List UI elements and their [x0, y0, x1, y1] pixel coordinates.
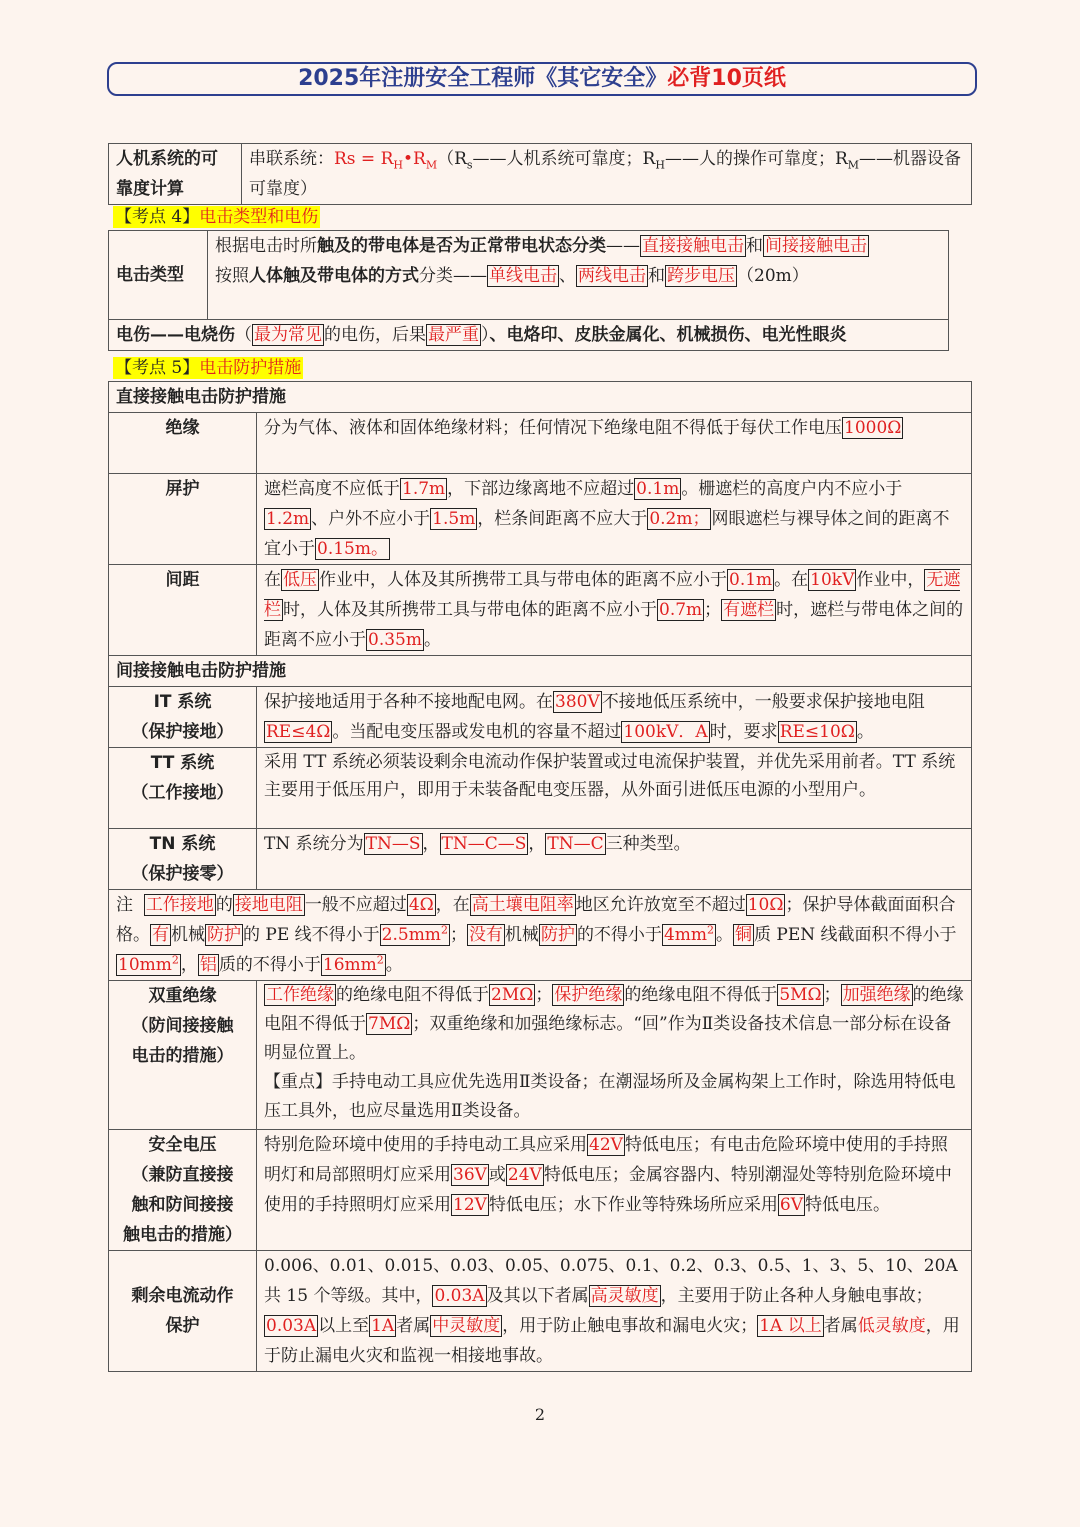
- shield-label: 屏护: [109, 474, 257, 565]
- spacing-label: 间距: [109, 565, 257, 656]
- tn-label: TN 系统 （保护接零）: [109, 829, 257, 890]
- it-label: IT 系统 （保护接地）: [109, 687, 257, 748]
- double-insulation-row: [109, 981, 972, 1130]
- it-row: [109, 687, 972, 748]
- spacing-content: 在 低压 作业中，人体及其所携带工具与带电体的距离不应小于 0.1m 。在 10kV 作业中， 无遮栏 时，人体及其所携带工具与带电体的距离不应小于 0.7m ； 有遮栏 时，遮栏与带电体之间的距离不应小于 0.35m 。: [257, 565, 972, 656]
- direct-measures-header: 直接接触电击防护措施: [109, 382, 972, 413]
- rcd-row: [109, 1251, 972, 1372]
- page-title: [107, 62, 977, 96]
- reliability-label: 人机系统的可靠度计算: [109, 144, 242, 205]
- rcd-content: 0.006、0.01、0.015、0.03、0.05、0.075、0.1、0.2、0.3、0.5、1、3、5、10、20A 共 15 个等级。其中， 0.03A 及其以下者属 高灵敏度 ，主要用于防止各种人身触电事故；0.03A 以上至 1A 者属 中灵敏度 ，用于防止触电事故和漏电火灾； 1A 以上 者属低灵敏度，用于防止漏电火灾和监视一相接地事故。: [257, 1251, 972, 1372]
- shield-content: 遮栏高度不应低于 1.7m ，下部边缘离地不应超过 0.1m 。栅遮栏的高度户内不应小于1.2m 、户外不应小于 1.5m ，栏条间距离不应大于 0.2m； 网眼遮栏与裸导体之间的距离不宜小于 0.15m。: [257, 474, 972, 565]
- rcd-label: 剩余电流动作 保护: [109, 1251, 257, 1372]
- reliability-content: 串联系统：$Rs = R_H•R_M(R_s——$人机系统可靠度；$R_H——$人的操作可靠度；$R_M——$机器设备可靠度）: [242, 144, 972, 205]
- safe-voltage-label: 安全电压 （兼防直接接 触和防间接接 触电击的措施）: [109, 1130, 257, 1251]
- spacing-row: [109, 565, 972, 656]
- insulation-content: 分为气体、液体和固体绝缘材料；任何情况下绝缘电阻不得低于每伏工作电压 1000Ω: [257, 413, 972, 474]
- shock-row: [109, 231, 949, 320]
- safe-voltage-row: [109, 1130, 972, 1251]
- indirect-measures-header: 间接接触电击防护措施: [109, 656, 972, 687]
- note-row: [109, 890, 972, 981]
- reliability-row: [109, 144, 972, 205]
- tt-content: 采用 TT 系统必须装设剩余电流动作保护装置或过电流保护装置，并优先采用前者。TT 系统主要用于低压用户，即用于未装备配电变压器，从外面引进低压电源的小型用户。: [257, 748, 972, 829]
- title-main: 2025年注册安全工程师《其它安全》: [298, 66, 668, 91]
- insulation-row: [109, 413, 972, 474]
- it-content: 保护接地适用于各种不接地配电网。在 380V 不接地低压系统中，一般要求保护接地电阻RE≤4Ω 。当配电变压器或发电机的容量不超过 100kV．A 时，要求 RE≤10Ω 。: [257, 687, 972, 748]
- page-number: 2: [534, 1405, 546, 1424]
- title-highlight: 必背10页纸: [667, 66, 786, 91]
- double-insulation-label: 双重绝缘 （防间接接触 电击的措施）: [109, 981, 257, 1130]
- tt-label: TT 系统 （工作接地）: [109, 748, 257, 829]
- shield-row: [109, 474, 972, 565]
- kp5-heading: 【考点 5】电击防护措施: [115, 358, 302, 378]
- double-insulation-content: 工作绝缘 的绝缘电阻不得低于 2MΩ ； 保护绝缘 的绝缘电阻不得低于 5MΩ ； 加强绝缘 的绝缘电阻不得低于 7MΩ ；双重绝缘和加强绝缘标志。“回”作为Ⅱ类设备技术信息一部分标在设备明显位置上。 【重点】手持电动工具应优先选用Ⅱ类设备；在潮湿场所及金属构架上工作时，除选用特低电压工具外，也应尽量选用Ⅱ类设备。: [257, 981, 972, 1130]
- key-point-note: 【重点】手持电动工具应优先选用Ⅱ类设备；在潮湿场所及金属构架上工作时，除选用特低电压工具外，也应尽量选用Ⅱ类设备。: [264, 1072, 956, 1121]
- measures-table: [108, 381, 972, 1372]
- burn-content: 电伤——电烧伤（ 最为常见 的电伤，后果 最严重 ）、电烙印、皮肤金属化、机械损伤、电光性眼炎: [109, 320, 949, 351]
- kp4-heading: 【考点 4】电击类型和电伤: [115, 207, 319, 227]
- safe-voltage-content: 特别危险环境中使用的手持电动工具应采用 42V 特低电压；有电击危险环境中使用的手持照明灯和局部照明灯应采用 36V 或 24V 特低电压；金属容器内、特别潮湿处等特别危险环境中使用的手持照明灯应采用 12V 特低电压；水下作业等特殊场所应采用 6V 特低电压。: [257, 1130, 972, 1251]
- note-content: 注 工作接地 的 接地电阻 一般不应超过 4Ω ，在 高土壤电阻率 地区允许放宽至不超过 10Ω ；保护导体截面面积合格。 有 机械 防护 的 PE 线不得小于 $2.5mm^2$ ； 没有 机械 防护 的不得小于 $4mm^2$ 。 铜 质 PEN 线截面积不得小于$10mm^2$ ， 铝 质的不得小于 $16mm^2$ 。: [109, 890, 972, 981]
- burn-row: [109, 320, 949, 351]
- shock-content: 根据电击时所触及的带电体是否为正常带电状态分类—— 直接接触电击 和 间接接触电击 按照人体触及带电体的方式分类—— 单线电击 、 两线电击 和 跨步电压 （20m）: [208, 231, 949, 320]
- tt-row: [109, 748, 972, 829]
- shock-label: 电击类型: [109, 231, 208, 320]
- tn-content: TN 系统分为 TN—S ， TN—C—S ， TN—C 三种类型。: [257, 829, 972, 890]
- insulation-label: 绝缘: [109, 413, 257, 474]
- reliability-table: [108, 143, 972, 205]
- tn-row: [109, 829, 972, 890]
- shock-table: [108, 230, 949, 351]
